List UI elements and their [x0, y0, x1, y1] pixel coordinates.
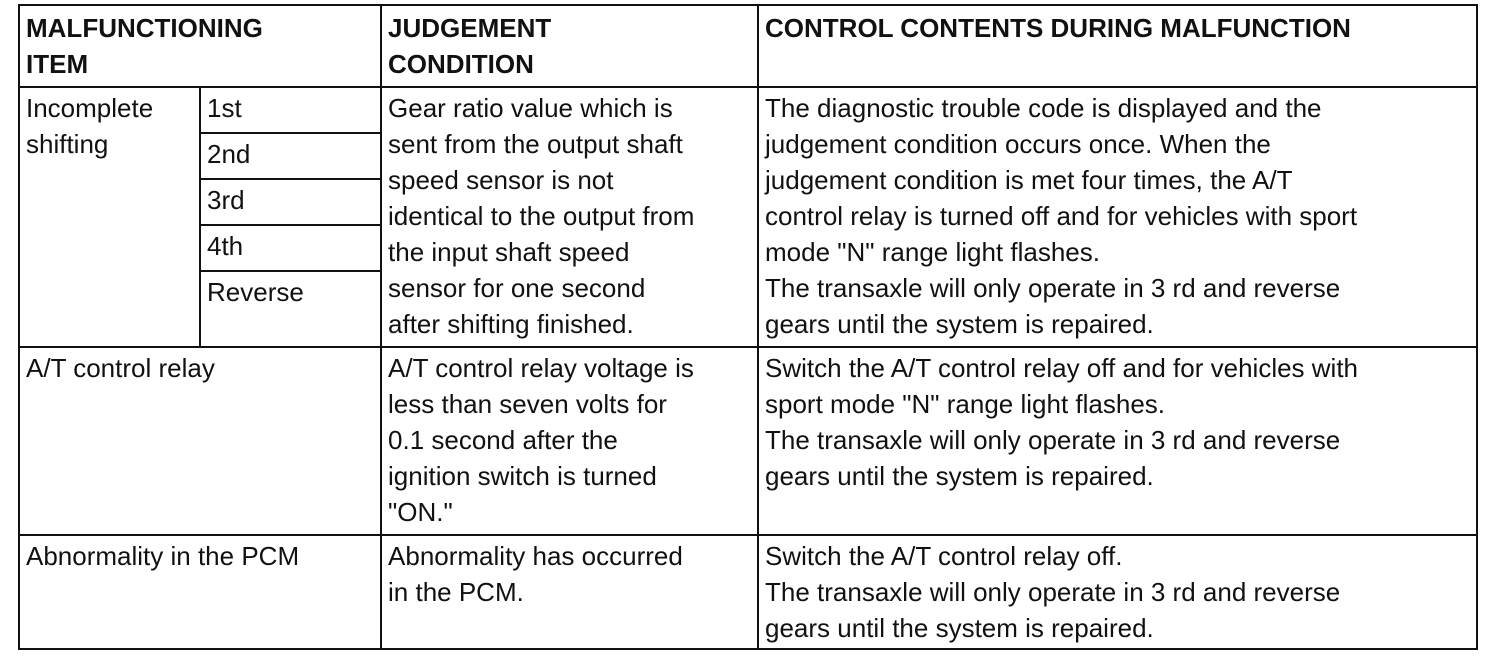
condition-cell	[381, 87, 758, 347]
gear-item: 2nd	[201, 134, 380, 180]
item-cell	[19, 87, 200, 347]
item-incomplete-shifting: Incomplete shifting	[26, 93, 154, 159]
gear-item: 1st	[201, 88, 380, 134]
gear-cell	[200, 87, 381, 347]
table-row	[19, 87, 1477, 347]
table-row	[19, 347, 1477, 535]
gear-item: 3rd	[201, 180, 380, 226]
header-row	[19, 5, 1477, 87]
header-control-contents-text: CONTROL CONTENTS DURING MALFUNCTION	[765, 13, 1351, 43]
gear-list	[201, 88, 380, 316]
control-text: Switch the A/T control relay off and for vehicles with sport mode "N" range light flashes. The transaxle will only operate in 3 rd and reverse gears until the system is repaired.	[765, 353, 1359, 491]
gear-item: 4th	[201, 226, 380, 272]
header-control-contents	[758, 5, 1477, 87]
control-text: Switch the A/T control relay off. The transaxle will only operate in 3 rd and reverse gears until the system is repaired.	[765, 541, 1341, 643]
item-cell	[19, 347, 381, 535]
condition-text: A/T control relay voltage is less than seven volts for 0.1 second after the ignition switch is turned "ON."	[388, 353, 694, 527]
control-cell	[758, 87, 1477, 347]
item-cell	[19, 535, 381, 649]
control-cell	[758, 535, 1477, 649]
condition-text: Gear ratio value which is sent from the output shaft speed sensor is not identical to the output from the input shaft speed sensor for one second after shifting finished.	[388, 93, 695, 339]
control-cell	[758, 347, 1477, 535]
malfunction-table	[18, 4, 1478, 650]
item-at-control-relay: A/T control relay	[26, 353, 215, 383]
gear-item: Reverse	[207, 277, 304, 307]
control-text: The diagnostic trouble code is displayed and the judgement condition occurs once. When the judgement condition is met four times, the A/T control relay is turned off and for vehicles with sport mode "N" range light flashes. The transaxle will only operate in 3 rd and reverse gears until the system is repaired.	[765, 93, 1358, 339]
header-judgement-condition-text: JUDGEMENT CONDITION	[388, 13, 552, 79]
item-abnormality-pcm: Abnormality in the PCM	[26, 541, 300, 571]
condition-text: Abnormality has occurred in the PCM.	[388, 541, 683, 607]
table-row	[19, 535, 1477, 649]
header-malfunctioning-item-text: MALFUNCTIONING ITEM	[26, 13, 263, 79]
header-judgement-condition	[381, 5, 758, 87]
condition-cell	[381, 347, 758, 535]
header-malfunctioning-item	[19, 5, 381, 87]
condition-cell	[381, 535, 758, 649]
